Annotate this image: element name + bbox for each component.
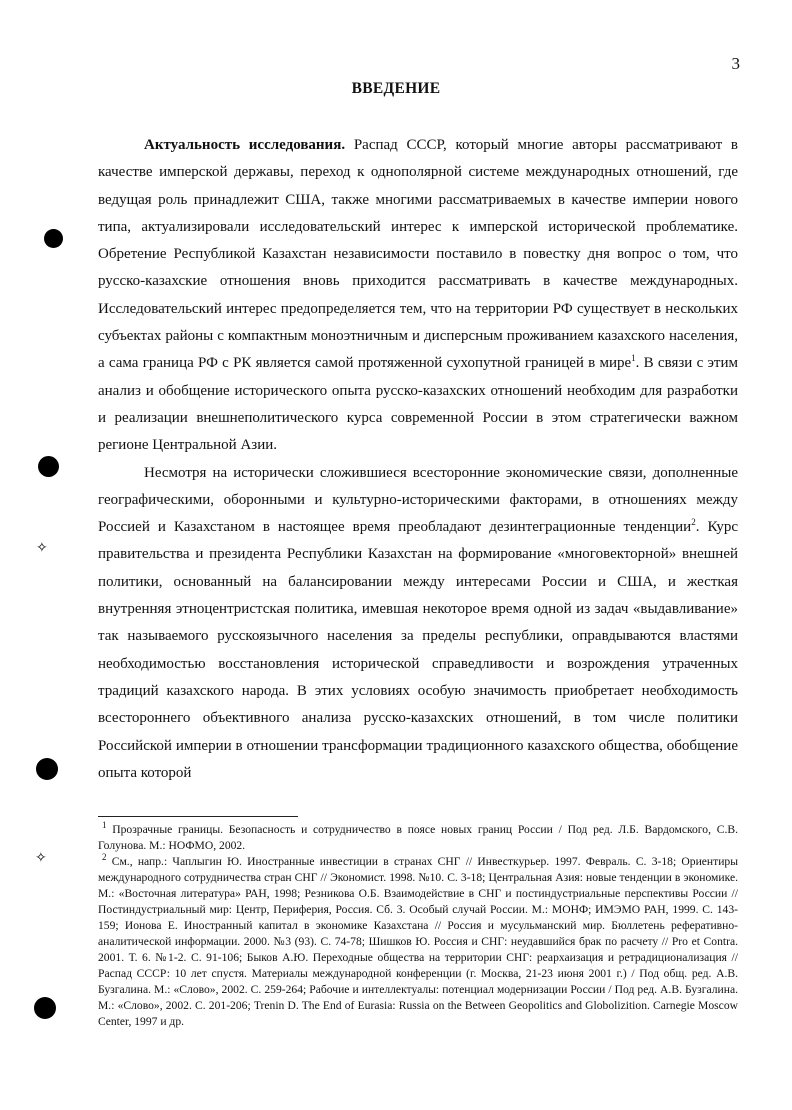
paragraph-1-text-a: Распад СССР, который многие авторы рассматривают в качестве имперской державы, переход к однополярной системе международных отношений, где ведущая роль принадлежит США, также многими рассматриваемых в качестве империи нового типа, актуализировали исследовательский интерес к имперской исторической проблематике. Обретение Республикой Казахстан независимости поставило в повестку дня вопрос о том, что русско-казахские отношения вновь приходится рассматривать в качестве международных. Исследовательский интерес предопределяется тем, что на территории РФ существует в нескольких субъектах районы с компактным моноэтничным и дисперсным проживанием казахского населения, а сама граница РФ с РК является самой протяженной сухопутной границей в мире: [98, 137, 739, 372]
page-number: 3: [731, 54, 740, 73]
footnote-separator: [98, 816, 298, 817]
footnote-ref-2: 2: [691, 517, 696, 528]
footnote-1-text: Прозрачные границы. Безопасность и сотрудничество в поясе новых границ России / Под ред. Л.Б. Вардомского, С.В. Голунова. М.: НОФМО, 2002.: [98, 823, 738, 852]
paragraph-1-lead: Актуальность исследования.: [144, 137, 346, 153]
margin-mark-icon: ✧: [36, 541, 48, 556]
paragraph-1: [98, 132, 738, 460]
margin-mark-icon: ✧: [35, 851, 47, 866]
punch-hole-dot: [44, 229, 63, 248]
section-title: ВВЕДЕНИЕ: [351, 80, 441, 97]
paragraph-1-text-b: . В связи с этим анализ и обобщение исторического опыта русско-казахских отношений необходим для разработки и реализации внешнеполитического курса современной России в этом стратегически важном регионе Центральной Азии.: [98, 355, 738, 454]
paragraph-2-text-a: Несмотря на исторически сложившиеся всесторонние экономические связи, дополненные географическими, оборонными и культурно-историческими факторами, в отношениях между Россией и Казахстаном в настоящее время преобладают дезинтеграционные тенденции: [98, 464, 738, 536]
footnote-ref-1: 1: [631, 353, 636, 364]
footnote-1: [98, 822, 738, 854]
paragraph-2-text-b: . Курс правительства и президента Республики Казахстан на формирование «многовекторной» внешней политики, основанный на балансировании между интересами России и США, и жесткая внутренняя этноцентристская политика, имевшая некоторое время одной из задач «выдавливание» так называемого русскоязычного населения за пределы республики, оправдываются властями необходимостью восстановления исторической справедливости и возрождения утраченных традиций казахского народа. В этих условиях особую значимость приобретает необходимость всестороннего объективного анализа русско-казахских отношений, в том числе политики Российской империи в отношении трансформации традиционного казахского общества, обобщение опыта которой: [98, 519, 738, 781]
punch-hole-dot: [38, 456, 59, 477]
footnotes: [98, 822, 738, 1030]
paragraph-2: [98, 460, 738, 788]
footnote-1-number: 1: [102, 820, 107, 831]
footnote-2-text: См., напр.: Чаплыгин Ю. Иностранные инвестиции в странах СНГ // Инвесткурьер. 1997. Февраль. С. 3-18; Ориентиры международного сотрудничества стран СНГ // Экономист. 1998. №10. С. 3-18; Центральная Азия: новые тенденции в экономике. М.: «Восточная литература» РАН, 1998; Резникова О.Б. Взаимодействие в СНГ и постиндустриальные перспективы России // Постиндустриальный мир: Центр, Периферия, Россия. Сб. 3. Особый случай России. М.: МОНФ; ИМЭМО РАН, 1999. С. 143-159; Ионова Е. Иностранный капитал в экономике Казахстана // Россия и мусульманский мир. Бюллетень реферативно-аналитической информации. 2000. №3 (93). С. 74-78; Шишков Ю. Россия и СНГ: неудавшийся брак по расчету // Pro et Contra. 2001. Т. 6. №1-2. С. 91-106; Быков А.Ю. Переходные общества на территории СНГ: реархаизация и ретрадиционализация // Распад СССР: 10 лет спустя. Материалы международной конференции (г. Москва, 21-23 июня 2001 г.) / Под общ. ред. А.В. Бузгалина. М.: «Слово», 2002. С. 259-264; Рабочие и интеллектуалы: потенциал модернизации России / Под ред. А.В. Бузгалина. М.: «Слово», 2002. С. 201-206; Trenin D. The End of Eurasia: Russia on the Between Geopolitics and Globolizition. Carnegie Moscow Center, 1997 и др.: [98, 855, 738, 1028]
footnote-2-number: 2: [102, 852, 107, 863]
punch-hole-dot: [34, 997, 56, 1019]
punch-hole-dot: [36, 758, 58, 780]
main-text: [98, 132, 738, 787]
footnote-2: [98, 854, 738, 1030]
